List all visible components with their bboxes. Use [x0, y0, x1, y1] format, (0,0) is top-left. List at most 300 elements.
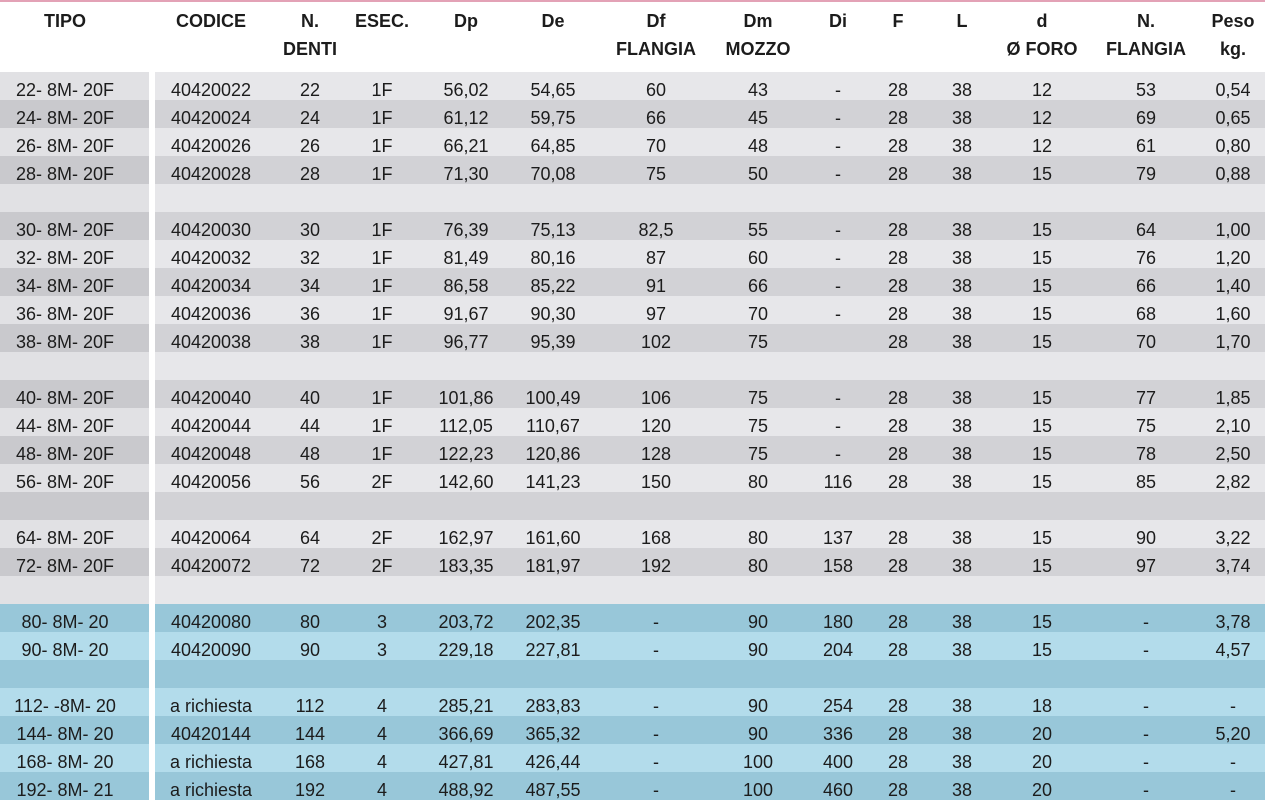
cell-l: 38	[951, 528, 973, 548]
cell-denti: 80	[299, 612, 321, 632]
cell-esec: 1F	[371, 108, 393, 128]
cell-di	[813, 324, 863, 352]
table-row	[0, 436, 1265, 464]
table-row	[0, 100, 1265, 128]
cell-foro: 15	[1031, 528, 1053, 548]
cell-de: 227,81	[525, 640, 581, 660]
cell-dm: 90	[747, 612, 769, 632]
cell-de: 85,22	[530, 276, 576, 296]
cell-codice: 40420038	[170, 332, 252, 352]
cell-peso: 0,65	[1215, 108, 1251, 128]
cell-esec: 4	[376, 724, 387, 744]
cell-peso: 1,00	[1215, 220, 1251, 240]
cell-denti: 32	[299, 248, 321, 268]
cell-codice: 40420036	[170, 304, 252, 324]
cell-dm: 75	[747, 332, 769, 352]
cell-peso: -	[1230, 780, 1236, 800]
header-flangia	[1091, 7, 1201, 63]
cell-df: -	[653, 612, 659, 632]
cell-tipo: 80- 8M- 20	[21, 612, 109, 632]
cell-flangia: 77	[1135, 388, 1157, 408]
cell-tipo: 144- 8M- 20	[16, 724, 114, 744]
cell-flangia: -	[1143, 780, 1149, 800]
cell-f: 28	[887, 304, 909, 324]
header-denti-line: DENTI	[283, 39, 337, 59]
cell-l: 38	[951, 220, 973, 240]
cell-dp: 183,35	[438, 556, 494, 576]
cell-peso: 4,57	[1215, 640, 1251, 660]
cell-l: 38	[951, 752, 973, 772]
cell-foro: 20	[1031, 724, 1053, 744]
cell-df: 91	[645, 276, 667, 296]
header-l-line: L	[956, 11, 968, 31]
cell-peso: 0,88	[1215, 164, 1251, 184]
cell-denti: 28	[299, 164, 321, 184]
cell-flangia: -	[1143, 640, 1149, 660]
cell-df: -	[653, 780, 659, 800]
cell-di: 137	[822, 528, 854, 548]
header-dp-line: Dp	[454, 11, 478, 31]
cell-di: -	[835, 248, 841, 268]
cell-foro: 15	[1031, 444, 1053, 464]
table-row	[0, 268, 1265, 296]
cell-flangia: 70	[1135, 332, 1157, 352]
table-row	[0, 688, 1265, 716]
spacer-row	[0, 576, 1265, 604]
cell-df: 87	[645, 248, 667, 268]
cell-peso: -	[1230, 696, 1236, 716]
header-peso-line: kg.	[1219, 39, 1246, 59]
cell-tipo: 30- 8M- 20F	[15, 220, 115, 240]
cell-esec: 3	[376, 640, 387, 660]
cell-dp: 488,92	[438, 780, 494, 800]
cell-df: 75	[645, 164, 667, 184]
table-row	[0, 408, 1265, 436]
header-tipo	[0, 7, 130, 35]
cell-flangia: 66	[1135, 276, 1157, 296]
cell-denti: 36	[299, 304, 321, 324]
table-row	[0, 324, 1265, 352]
cell-dm: 80	[747, 556, 769, 576]
cell-f: 28	[887, 164, 909, 184]
cell-de: 141,23	[525, 472, 581, 492]
cell-df: 106	[640, 388, 672, 408]
cell-de: 70,08	[530, 164, 576, 184]
cell-di: -	[835, 136, 841, 156]
cell-esec: 1F	[371, 276, 393, 296]
cell-foro: 15	[1031, 304, 1053, 324]
cell-dm: 75	[747, 416, 769, 436]
cell-di: -	[835, 220, 841, 240]
cell-codice: 40420022	[170, 80, 252, 100]
cell-dp: 56,02	[443, 80, 489, 100]
header-esec-line: ESEC.	[354, 11, 410, 31]
cell-esec: 1F	[371, 248, 393, 268]
cell-denti: 30	[299, 220, 321, 240]
cell-f: 28	[887, 752, 909, 772]
header-foro	[987, 7, 1097, 63]
cell-peso: 1,20	[1215, 248, 1251, 268]
cell-esec: 1F	[371, 164, 393, 184]
cell-l: 38	[951, 556, 973, 576]
cell-dp: 101,86	[438, 388, 494, 408]
cell-dm: 43	[747, 80, 769, 100]
cell-f: 28	[887, 332, 909, 352]
cell-flangia: 68	[1135, 304, 1157, 324]
table-row	[0, 380, 1265, 408]
cell-denti: 112	[295, 696, 325, 716]
cell-df: 66	[645, 108, 667, 128]
cell-de: 181,97	[525, 556, 581, 576]
table-row	[0, 716, 1265, 744]
table-row	[0, 548, 1265, 576]
cell-esec: 2F	[371, 556, 393, 576]
header-f-line: F	[892, 11, 904, 31]
cell-l: 38	[951, 388, 973, 408]
cell-foro: 15	[1031, 332, 1053, 352]
cell-codice: 40420064	[170, 528, 252, 548]
cell-tipo: 38- 8M- 20F	[15, 332, 115, 352]
cell-f: 28	[887, 276, 909, 296]
cell-denti: 168	[294, 752, 326, 772]
cell-foro: 15	[1031, 640, 1053, 660]
cell-df: 128	[640, 444, 672, 464]
cell-de: 54,65	[530, 80, 576, 100]
cell-dp: 91,67	[443, 304, 489, 324]
cell-tipo: 32- 8M- 20F	[15, 248, 115, 268]
header-codice-line: CODICE	[175, 11, 246, 31]
cell-codice: a richiesta	[169, 696, 253, 716]
cell-esec: 3	[376, 612, 387, 632]
header-foro-line: d	[1036, 11, 1048, 31]
cell-df: -	[653, 640, 659, 660]
cell-l: 38	[951, 472, 973, 492]
cell-denti: 56	[299, 472, 321, 492]
table-header	[0, 2, 1265, 72]
cell-df: 120	[640, 416, 672, 436]
header-esec	[347, 7, 417, 35]
cell-dp: 61,12	[443, 108, 489, 128]
cell-denti: 72	[299, 556, 321, 576]
cell-df: 102	[640, 332, 672, 352]
table-row	[0, 212, 1265, 240]
cell-tipo: 26- 8M- 20F	[15, 136, 115, 156]
cell-dp: 285,21	[438, 696, 494, 716]
cell-dp: 81,49	[443, 248, 489, 268]
cell-codice: 40420040	[170, 388, 252, 408]
cell-df: 168	[640, 528, 672, 548]
cell-f: 28	[887, 696, 909, 716]
cell-dm: 75	[747, 388, 769, 408]
cell-codice: 40420028	[170, 164, 252, 184]
cell-dm: 100	[742, 780, 774, 800]
cell-df: 60	[645, 80, 667, 100]
cell-esec: 2F	[371, 472, 393, 492]
cell-denti: 192	[294, 780, 326, 800]
cell-di: -	[835, 416, 841, 436]
cell-flangia: 97	[1135, 556, 1157, 576]
cell-flangia: 79	[1135, 164, 1157, 184]
cell-dm: 70	[747, 304, 769, 324]
cell-dp: 86,58	[443, 276, 489, 296]
cell-flangia: 61	[1135, 136, 1157, 156]
cell-dp: 203,72	[438, 612, 494, 632]
cell-di: 158	[822, 556, 854, 576]
cell-di: 204	[822, 640, 854, 660]
cell-df: 82,5	[638, 220, 674, 240]
cell-de: 59,75	[530, 108, 576, 128]
cell-di: -	[835, 80, 841, 100]
cell-dm: 80	[747, 528, 769, 548]
cell-de: 120,86	[525, 444, 581, 464]
cell-codice: 40420034	[170, 276, 252, 296]
cell-esec: 1F	[371, 220, 393, 240]
cell-peso: 2,10	[1215, 416, 1251, 436]
cell-dp: 229,18	[438, 640, 494, 660]
cell-df: 150	[640, 472, 672, 492]
table-row	[0, 520, 1265, 548]
cell-foro: 15	[1031, 472, 1053, 492]
cell-flangia: 64	[1135, 220, 1157, 240]
row-band-right	[155, 576, 1265, 604]
cell-di: 116	[823, 472, 853, 492]
cell-flangia: 85	[1135, 472, 1157, 492]
cell-l: 38	[951, 724, 973, 744]
cell-di: -	[835, 444, 841, 464]
cell-flangia: 75	[1135, 416, 1157, 436]
cell-peso: 5,20	[1215, 724, 1251, 744]
row-band-left	[0, 492, 149, 520]
cell-tipo: 192- 8M- 21	[16, 780, 114, 800]
cell-foro: 20	[1031, 752, 1053, 772]
cell-de: 80,16	[530, 248, 576, 268]
cell-dm: 45	[747, 108, 769, 128]
cell-f: 28	[887, 136, 909, 156]
cell-l: 38	[951, 164, 973, 184]
cell-foro: 12	[1031, 136, 1053, 156]
cell-tipo: 64- 8M- 20F	[15, 528, 115, 548]
cell-esec: 1F	[371, 416, 393, 436]
cell-l: 38	[951, 416, 973, 436]
cell-dp: 112,05	[439, 416, 493, 436]
cell-dp: 162,97	[438, 528, 494, 548]
header-flangia-line: FLANGIA	[1106, 39, 1186, 59]
cell-codice: 40420030	[170, 220, 252, 240]
cell-df: -	[653, 724, 659, 744]
cell-l: 38	[951, 276, 973, 296]
cell-l: 38	[951, 80, 973, 100]
cell-df: -	[653, 752, 659, 772]
cell-df: 97	[645, 304, 667, 324]
cell-dm: 90	[747, 724, 769, 744]
cell-foro: 20	[1031, 780, 1053, 800]
cell-peso: 1,60	[1215, 304, 1251, 324]
cell-dp: 96,77	[443, 332, 489, 352]
cell-tipo: 40- 8M- 20F	[15, 388, 115, 408]
cell-l: 38	[951, 108, 973, 128]
cell-f: 28	[887, 80, 909, 100]
cell-de: 75,13	[530, 220, 576, 240]
cell-flangia: -	[1143, 752, 1149, 772]
spacer-row	[0, 492, 1265, 520]
header-l	[942, 7, 982, 35]
cell-f: 28	[887, 780, 909, 800]
cell-foro: 15	[1031, 416, 1053, 436]
cell-de: 161,60	[525, 528, 581, 548]
header-dm-line: MOZZO	[725, 39, 791, 59]
cell-esec: 4	[376, 752, 387, 772]
cell-flangia: 76	[1135, 248, 1157, 268]
cell-f: 28	[887, 444, 909, 464]
cell-l: 38	[951, 444, 973, 464]
cell-denti: 22	[299, 80, 321, 100]
cell-peso: 2,82	[1215, 472, 1251, 492]
cell-codice: 40420144	[170, 724, 252, 744]
cell-peso: 3,22	[1215, 528, 1251, 548]
cell-f: 28	[887, 556, 909, 576]
header-peso	[1203, 7, 1263, 63]
cell-codice: 40420072	[170, 556, 252, 576]
cell-esec: 1F	[371, 332, 393, 352]
row-band-left	[0, 660, 149, 688]
cell-f: 28	[887, 612, 909, 632]
header-df-line: Df	[646, 11, 666, 31]
cell-l: 38	[951, 332, 973, 352]
cell-peso: 3,74	[1215, 556, 1251, 576]
cell-tipo: 56- 8M- 20F	[15, 472, 115, 492]
cell-peso: -	[1230, 752, 1236, 772]
cell-esec: 1F	[371, 444, 393, 464]
header-denti	[275, 7, 345, 63]
row-band-right	[155, 352, 1265, 380]
cell-foro: 18	[1031, 696, 1053, 716]
cell-dm: 48	[747, 136, 769, 156]
cell-l: 38	[951, 612, 973, 632]
cell-df: 70	[645, 136, 667, 156]
cell-flangia: -	[1143, 724, 1149, 744]
row-band-left	[0, 184, 149, 212]
cell-dp: 427,81	[438, 752, 494, 772]
cell-flangia: 78	[1135, 444, 1157, 464]
cell-dm: 80	[747, 472, 769, 492]
cell-l: 38	[951, 640, 973, 660]
spacer-row	[0, 352, 1265, 380]
cell-foro: 15	[1031, 388, 1053, 408]
header-de	[513, 7, 593, 35]
table-row	[0, 156, 1265, 184]
table-row	[0, 296, 1265, 324]
row-band-right	[155, 492, 1265, 520]
cell-codice: 40420044	[170, 416, 252, 436]
cell-esec: 1F	[371, 136, 393, 156]
header-flangia-line: N.	[1137, 11, 1155, 31]
header-di	[813, 7, 863, 35]
header-denti-line: N.	[301, 11, 319, 31]
cell-de: 365,32	[525, 724, 581, 744]
cell-esec: 2F	[371, 528, 393, 548]
cell-f: 28	[887, 416, 909, 436]
cell-foro: 15	[1031, 556, 1053, 576]
header-de-line: De	[541, 11, 565, 31]
cell-denti: 144	[294, 724, 326, 744]
cell-codice: 40420026	[170, 136, 252, 156]
cell-tipo: 72- 8M- 20F	[15, 556, 115, 576]
cell-f: 28	[887, 108, 909, 128]
table-row	[0, 464, 1265, 492]
cell-denti: 48	[299, 444, 321, 464]
spacer-row	[0, 660, 1265, 688]
header-dm	[703, 7, 813, 63]
cell-dm: 60	[747, 248, 769, 268]
cell-foro: 15	[1031, 248, 1053, 268]
cell-f: 28	[887, 528, 909, 548]
cell-di: -	[835, 276, 841, 296]
cell-tipo: 22- 8M- 20F	[15, 80, 115, 100]
cell-de: 202,35	[525, 612, 581, 632]
cell-codice: 40420032	[170, 248, 252, 268]
cell-codice: 40420080	[170, 612, 252, 632]
cell-tipo: 24- 8M- 20F	[15, 108, 115, 128]
table-row	[0, 772, 1265, 800]
cell-f: 28	[887, 724, 909, 744]
cell-tipo: 44- 8M- 20F	[15, 416, 115, 436]
header-df	[601, 7, 711, 63]
cell-foro: 15	[1031, 220, 1053, 240]
spec-table	[0, 72, 1265, 804]
header-dm-line: Dm	[743, 11, 773, 31]
cell-di: 254	[822, 696, 854, 716]
header-f	[878, 7, 918, 35]
cell-dp: 71,30	[443, 164, 489, 184]
cell-f: 28	[887, 248, 909, 268]
cell-de: 64,85	[530, 136, 576, 156]
cell-flangia: -	[1143, 612, 1149, 632]
cell-tipo: 36- 8M- 20F	[15, 304, 115, 324]
cell-dm: 75	[747, 444, 769, 464]
cell-f: 28	[887, 640, 909, 660]
header-dp	[426, 7, 506, 35]
header-df-line: FLANGIA	[616, 39, 696, 59]
cell-codice: 40420048	[170, 444, 252, 464]
cell-flangia: 90	[1135, 528, 1157, 548]
cell-dp: 76,39	[443, 220, 489, 240]
spacer-row	[0, 184, 1265, 212]
cell-foro: 15	[1031, 276, 1053, 296]
cell-df: -	[653, 696, 659, 716]
cell-peso: 0,80	[1215, 136, 1251, 156]
cell-dp: 122,23	[438, 444, 494, 464]
cell-flangia: 69	[1135, 108, 1157, 128]
cell-esec: 4	[376, 780, 387, 800]
cell-denti: 24	[299, 108, 321, 128]
cell-peso: 1,70	[1215, 332, 1251, 352]
cell-dm: 90	[747, 640, 769, 660]
cell-esec: 1F	[371, 304, 393, 324]
row-band-left	[0, 576, 149, 604]
cell-codice: 40420024	[170, 108, 252, 128]
cell-di: 400	[822, 752, 854, 772]
cell-tipo: 28- 8M- 20F	[15, 164, 115, 184]
cell-de: 95,39	[530, 332, 576, 352]
cell-tipo: 34- 8M- 20F	[15, 276, 115, 296]
cell-dp: 366,69	[438, 724, 494, 744]
cell-di: 336	[822, 724, 854, 744]
cell-de: 90,30	[530, 304, 576, 324]
cell-de: 283,83	[525, 696, 581, 716]
cell-esec: 4	[376, 696, 387, 716]
cell-foro: 12	[1031, 80, 1053, 100]
cell-di: -	[835, 108, 841, 128]
